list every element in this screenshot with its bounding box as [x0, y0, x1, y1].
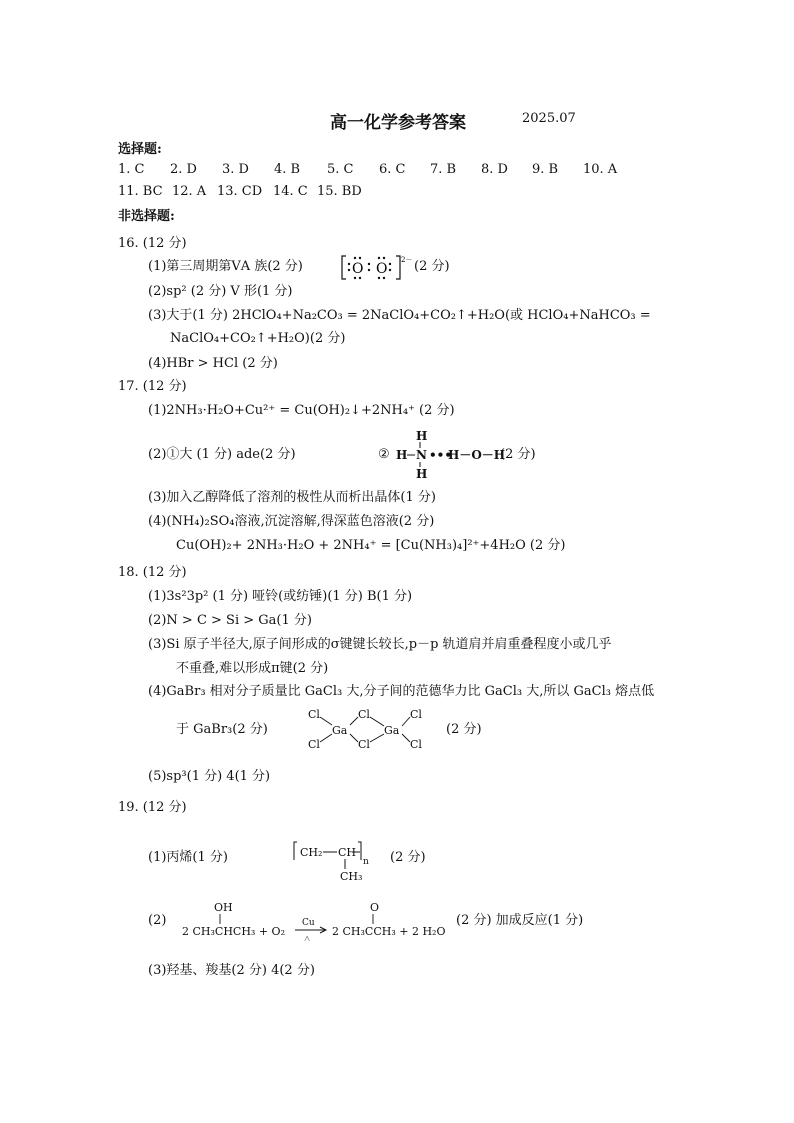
answer-5: 5. C — [327, 162, 354, 177]
ga-atom: Ga — [332, 724, 348, 737]
q17-part1: (1)2NH₃·H₂O+Cu²⁺ = Cu(OH)₂↓+2NH₄⁺ (2 分) — [148, 403, 455, 418]
ch2-group: CH₂ — [300, 846, 323, 859]
repeat-n: n — [363, 857, 369, 867]
q16-part1: (1)第三周期第ⅤA 族(2 分) — [148, 259, 303, 274]
cl-bridge-atom: Cl — [358, 708, 370, 721]
q19-part1-score: (2 分) — [390, 850, 426, 865]
water-molecule: H－O－H — [448, 448, 506, 462]
answer-13: 13. CD — [217, 184, 263, 199]
oxygen-atom-2: O — [376, 261, 388, 277]
cl-bridge-atom: Cl — [358, 738, 370, 751]
q17-part4: (4)(NH₄)₂SO₄溶液,沉淀溶解,得深蓝色溶液(2 分) — [148, 514, 435, 529]
answer-12: 12. A — [172, 184, 207, 199]
cl-atom: Cl — [308, 738, 320, 751]
mcq-row-2 — [118, 183, 362, 201]
ga-atom: Ga — [384, 724, 400, 737]
q16-heading: 16. (12 分) — [118, 236, 187, 251]
answer-15: 15. BD — [317, 184, 362, 199]
answer-7: 7. B — [430, 162, 457, 177]
hydroxyl-label: OH — [214, 901, 233, 914]
carbonyl-label: O — [370, 901, 380, 914]
q17-part2-marker: ② — [378, 447, 390, 462]
q19-part3: (3)羟基、羧基(2 分) 4(2 分) — [148, 963, 315, 978]
q19-part1: (1)丙烯(1 分) — [148, 850, 228, 865]
q18-part4: (4)GaBr₃ 相对分子质量比 GaCl₃ 大,分子间的范德华力比 GaCl₃ 大,所以 GaCl₃ 熔点低 — [148, 684, 655, 699]
ch-group: CH — [338, 846, 357, 859]
ch3-group: CH₃ — [340, 870, 363, 883]
answer-14: 14. C — [273, 184, 308, 199]
q17-part4-equation: Cu(OH)₂+ 2NH₃·H₂O + 2NH₄⁺ = [Cu(NH₃)₄]²⁺+4H₂O (2 分) — [176, 538, 566, 553]
ga2cl6-dimer-structure — [300, 704, 440, 760]
hydrogen-bond-dots: ••• — [429, 448, 453, 462]
n-atom: N — [416, 448, 427, 462]
ion-charge: 2－ — [401, 256, 413, 264]
q16-part2: (2)sp² (2 分) V 形(1 分) — [148, 284, 293, 299]
q16-part1-score: (2 分) — [414, 259, 450, 274]
q18-part2: (2)N > C > Si > Ga(1 分) — [148, 613, 312, 628]
cl-atom: Cl — [410, 708, 422, 721]
reactant-formula: 2 CH₃CHCH₃ + O₂ — [182, 925, 285, 938]
answer-3: 3. D — [222, 162, 249, 177]
polypropylene-structure — [292, 838, 382, 888]
non-mcq-heading: 非选择题: — [118, 209, 175, 224]
q18-part3: (3)Si 原子半径大,原子间形成的σ键键长较长,p－p 轨道肩并肩重叠程度小或几乎 — [148, 637, 612, 652]
exam-date: 2025.07 — [522, 111, 576, 126]
cl-atom: Cl — [410, 738, 422, 751]
mcq-row-1 — [118, 161, 617, 179]
q18-part5: (5)sp³(1 分) 4(1 分) — [148, 769, 271, 784]
product-formula: 2 CH₃CCH₃ + 2 H₂O — [332, 925, 446, 938]
answer-8: 8. D — [481, 162, 508, 177]
q19-part2-score: (2 分) 加成反应(1 分) — [456, 913, 584, 928]
catalyst-label: Cu — [302, 918, 315, 928]
q17-heading: 17. (12 分) — [118, 379, 187, 394]
q19-heading: 19. (12 分) — [118, 800, 187, 815]
q18-part4-cont: 于 GaBr₃(2 分) — [176, 722, 268, 737]
answer-11: 11. BC — [118, 184, 163, 199]
h-bottom-atom: H — [416, 467, 428, 481]
q18-part3-cont: 不重叠,难以形成π键(2 分) — [176, 661, 329, 676]
heat-symbol: △ — [304, 934, 311, 941]
q17-part2: (2)①大 (1 分) ade(2 分) — [148, 447, 296, 462]
h-left-atom: H — [396, 448, 408, 462]
h-top-atom: H — [416, 429, 428, 443]
answer-6: 6. C — [379, 162, 406, 177]
answer-10: 10. A — [583, 162, 618, 177]
answer-1: 1. C — [118, 162, 145, 177]
q19-part2: (2) — [148, 913, 167, 928]
oxidation-equation — [180, 897, 455, 945]
q18-heading: 18. (12 分) — [118, 565, 187, 580]
oxygen-atom-1: O — [352, 261, 364, 277]
q16-part4: (4)HBr > HCl (2 分) — [148, 356, 278, 371]
q18-part4-score: (2 分) — [446, 722, 482, 737]
peroxide-electron-dot — [340, 252, 414, 286]
q16-part3: (3)大于(1 分) 2HClO₄+Na₂CO₃ = 2NaClO₄+CO₂↑+H₂O(或 HClO₄+NaHCO₃ = — [148, 308, 651, 323]
mcq-heading: 选择题: — [118, 142, 162, 157]
q17-part3: (3)加入乙醇降低了溶剂的极性从而析出晶体(1 分) — [148, 490, 436, 505]
cl-atom: Cl — [308, 708, 320, 721]
q18-part1: (1)3s²3p² (1 分) 哑铃(或纺锤)(1 分) B(1 分) — [148, 589, 413, 604]
q17-part2-score: (2 分) — [500, 447, 536, 462]
answer-2: 2. D — [170, 162, 197, 177]
q16-part3-cont: NaClO₄+CO₂↑+H₂O)(2 分) — [170, 331, 346, 346]
page-title: 高一化学参考答案 — [330, 113, 466, 133]
answer-4: 4. B — [274, 162, 301, 177]
answer-9: 9. B — [532, 162, 559, 177]
